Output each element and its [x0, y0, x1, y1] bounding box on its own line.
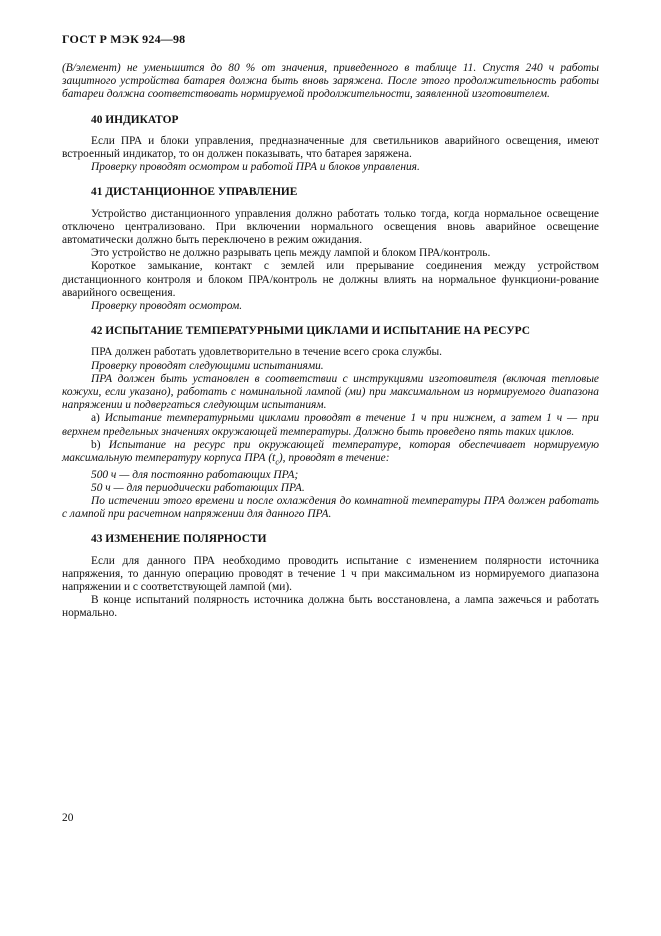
item-b-text-2: ), проводят в течение:: [278, 452, 390, 465]
item-b-text-1: Испытание на ресурс при окружающей температуре, которая обеспечивает нормируемую максимальную температуру корпуса ПРА (t: [62, 438, 599, 465]
section-42-heading: 42 ИСПЫТАНИЕ ТЕМПЕРАТУРНЫМИ ЦИКЛАМИ И ИСПЫТАНИЕ НА РЕСУРС: [91, 325, 530, 338]
item-a-text: Испытание температурными циклами проводят в течение 1 ч при нижнем, а затем 1 ч — при верхнем предельных значениях окружающей температуры. Должно быть проведено пять таких циклов.: [62, 412, 599, 438]
section-40-heading: 40 ИНДИКАТОР: [91, 113, 179, 126]
section-42-check: Проверку проводят следующими испытаниями.: [91, 359, 324, 372]
item-a-label: а): [91, 412, 100, 425]
intro-paragraph: (В/элемент) не уменьшится до 80 % от значения, приведенного в таблице 11. Спустя 240 ч работы защитного устройства батарея должна быть вновь заряжена. После этого продолжительность работы батареи должна соответствовать нормируемой продолжительности, заявленной изготовителем.: [62, 62, 599, 101]
section-42-list-item-2: 50 ч — для периодически работающих ПРА.: [91, 481, 305, 494]
section-43-paragraph-1: Если для данного ПРА необходимо проводить испытание с изменением полярности источника напряжения, то данную операцию проводят в течение 1 ч при максимальном из нормируемого диапазона напряжении и с соответствующей лампой (ми).: [62, 554, 599, 593]
section-41-paragraph-1: Устройство дистанционного управления должно работать только тогда, когда нормальное освещение отключено централизовано. При включении нормального освещения вновь аварийное освещение автоматически должно быть переключено в режим ожидания.: [62, 207, 599, 247]
section-42-item-a: [62, 412, 599, 438]
section-41-heading: 41 ДИСТАНЦИОННОЕ УПРАВЛЕНИЕ: [91, 186, 298, 199]
section-42-list-item-1: 500 ч — для постоянно работающих ПРА;: [91, 468, 299, 481]
section-42-paragraph-1: ПРА должен работать удовлетворительно в течение всего срока службы.: [91, 346, 443, 359]
section-41-paragraph-3: Короткое замыкание, контакт с землей или прерывание соединения между устройством дистанционного контроля и блоком ПРА/контроль не должны влиять на нормальное функциони-рование аварийного освещения.: [62, 260, 599, 299]
standard-header: ГОСТ Р МЭК 924—98: [62, 32, 186, 46]
section-43-paragraph-2: В конце испытаний полярность источника должна быть восстановлена, а лампа зажечься и работать нормально.: [62, 594, 599, 620]
section-41-check: Проверку проводят осмотром.: [91, 300, 243, 313]
section-42-item-b: [62, 439, 599, 469]
section-42-paragraph-3: ПРА должен быть установлен в соответствии с инструкциями изготовителя (включая тепловые кожухи, если указано), работать с номинальной лампой (ми) при максимальном из нормируемого диапазона напряжении и подвергаться следующим испытаниям.: [62, 372, 599, 412]
section-42-paragraph-4: По истечении этого времени и после охлаждения до комнатной температуры ПРА должен работать с лампой при расчетном напряжении для данного ПРА.: [62, 494, 599, 521]
page-content: [62, 62, 599, 621]
item-b-subscript: c: [275, 457, 279, 467]
section-40-check: Проверку проводят осмотром и работой ПРА и блоков управления.: [91, 161, 420, 174]
section-40-paragraph-1: Если ПРА и блоки управления, предназначенные для светильников аварийного освещения, имеют встроенный индикатор, то он должен показывать, что батарея заряжена.: [62, 134, 599, 161]
item-b-label: b): [91, 438, 101, 451]
page-number: 20: [62, 812, 74, 824]
section-41-paragraph-2: Это устройство не должно разрывать цепь между лампой и блоком ПРА/контроль.: [91, 247, 491, 260]
section-43-heading: 43 ИЗМЕНЕНИЕ ПОЛЯРНОСТИ: [91, 533, 267, 546]
